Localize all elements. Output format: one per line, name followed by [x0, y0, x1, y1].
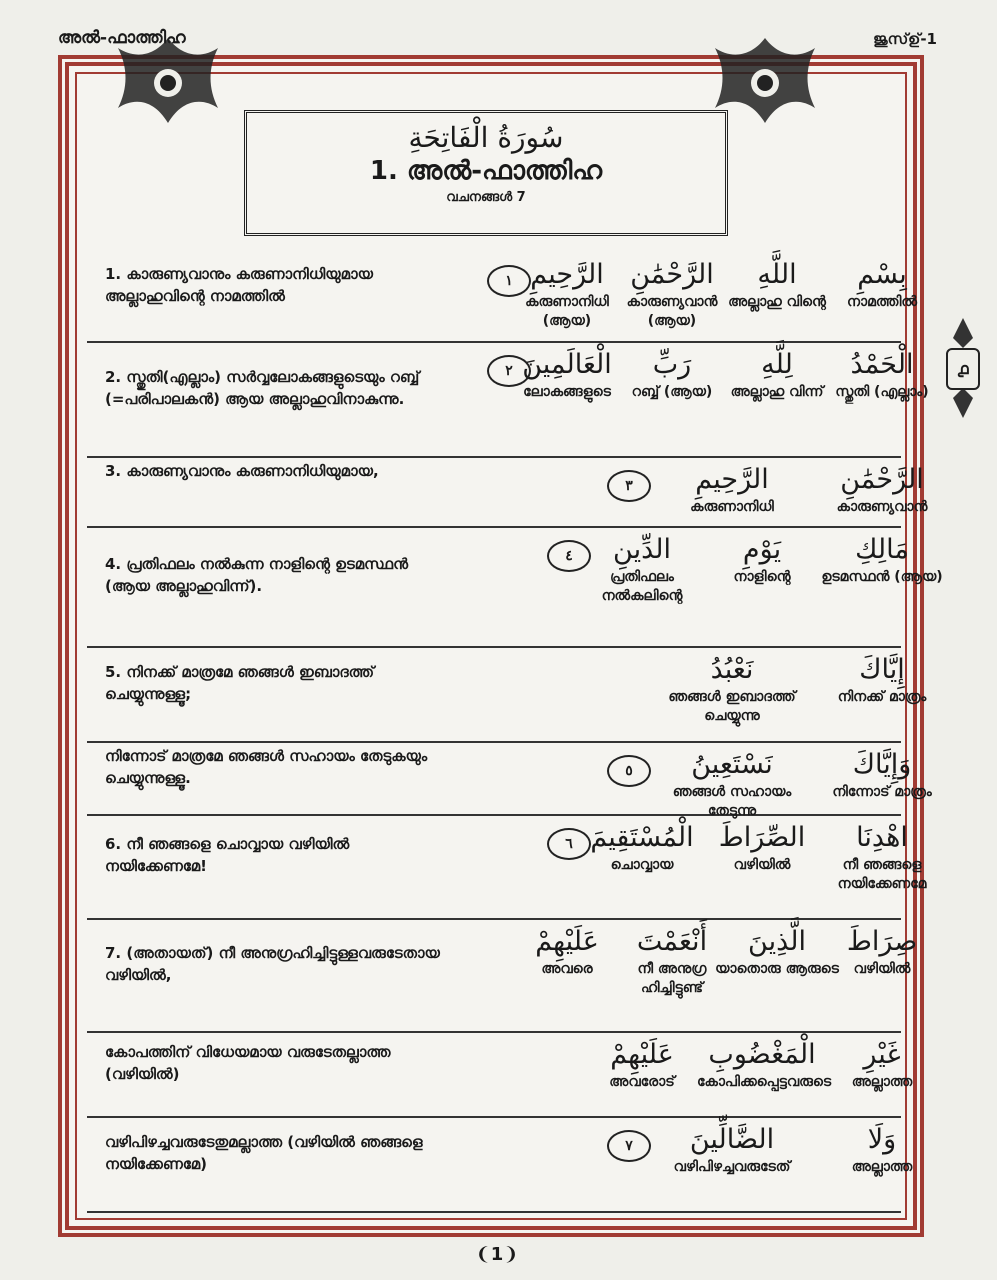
arabic-word: اللَّهِ [757, 259, 797, 290]
word-pair [667, 462, 797, 517]
word-pair [817, 652, 947, 707]
arabic-word: الْمُسْتَقِيمَ [590, 822, 694, 853]
page-frame [58, 55, 943, 1237]
translation-text: 5. നിനക്ക് മാത്രമേ ഞങ്ങൾ ഇബാദത്ത് ചെയ്യുന്നുള്ളൂ; [105, 662, 375, 703]
word-meaning: നാളിന്റെ [733, 569, 791, 585]
word-meaning: സ്തുതി (എല്ലാം) [835, 384, 929, 400]
word-pair [577, 1037, 707, 1092]
word-meaning: ഞങ്ങൾ സഹായം തേടുന്നു [672, 784, 792, 819]
translation-text: 4. പ്രതിഫലം നൽകുന്ന നാളിന്റെ ഉടമസ്ഥൻ (ആയ അല്ലാഹുവിന്ന്). [105, 555, 409, 595]
word-meaning: കരുണാനിധി [690, 499, 774, 515]
verse-row [87, 1116, 913, 1213]
header-ornament-right-icon [705, 28, 825, 148]
word-meaning: നിന്നോട് മാത്രം [832, 784, 932, 800]
word-meaning: പ്രതിഫലം നൽകലിന്റെ [601, 569, 683, 604]
arabic-word: نَعْبُدُ [710, 654, 754, 685]
arabic-word: رَبِّ [652, 349, 692, 380]
verse-row [87, 526, 943, 648]
word-meaning: അല്ലാഹു വിന്റെ [728, 294, 826, 310]
word-pair [667, 652, 797, 726]
surah-header [244, 110, 728, 236]
word-pair [502, 924, 632, 979]
arabic-word: نَسْتَعِينُ [691, 749, 773, 780]
word-meaning: ചൊവ്വായ [610, 857, 674, 873]
verse-number-marker: ٧ [607, 1130, 651, 1162]
word-pair [697, 820, 827, 875]
arabic-word: الرَّحِيمِ [530, 259, 604, 290]
word-meaning: നീ ഞങ്ങളെ നയിക്കേണമേ [837, 857, 927, 892]
word-pair [817, 820, 947, 894]
arabic-word: الصِّرَاطَ [718, 822, 806, 853]
word-pair [817, 462, 947, 517]
arabic-word: الْعَالَمِينَ [522, 349, 612, 380]
surah-title: 1. അൽ-ഫാത്തിഹ [369, 156, 603, 186]
verse-row [87, 918, 918, 1033]
arabic-word: الْحَمْدُ [850, 349, 914, 380]
running-header-left: അൽ-ഫാത്തിഹ [58, 28, 186, 48]
arabic-word: الضَّالِّينَ [689, 1124, 775, 1155]
arabic-word: غَيْرِ [863, 1039, 901, 1070]
arabic-word: الرَّحْمَٰنِ [840, 464, 924, 495]
arabic-word: وَإِيَّاكَ [852, 749, 912, 780]
word-pair [817, 747, 947, 802]
translation-text: വഴിപിഴച്ചവരുടേതുമല്ലാത്ത (വഴിയിൽ ഞങ്ങളെ നയിക്കേണമേ) [105, 1132, 423, 1173]
arabic-word: اهْدِنَا [856, 822, 908, 853]
arabic-word: أَنْعَمْتَ [636, 926, 708, 957]
arabic-word: الْمَغْضُوبِ [708, 1039, 816, 1070]
arabic-word: الدِّينِ [613, 534, 671, 565]
arabic-word: عَلَيْهِمْ [535, 926, 599, 957]
verse-number-marker: ٦ [547, 828, 591, 860]
word-meaning: ഞങ്ങൾ ഇബാദത്ത് ചെയ്യുന്നു [668, 689, 796, 724]
verse-number-marker: ٥ [607, 755, 651, 787]
verse-count: വചനങ്ങൾ 7 [446, 190, 526, 205]
verse-row [87, 814, 927, 920]
word-meaning: അല്ലാത്ത [851, 1159, 913, 1175]
word-pair [817, 1037, 947, 1092]
translation-text: 3. കാരുണ്യവാനും കരുണാനിധിയുമായ, [105, 462, 379, 480]
verse-row [87, 1031, 913, 1118]
word-meaning: അവരെ [541, 961, 593, 977]
verse-row [87, 341, 929, 458]
word-meaning: കോപിക്കപ്പെട്ടവരുടെ [697, 1074, 832, 1090]
word-pair [697, 1037, 832, 1092]
header-ornament-left-icon [108, 28, 228, 148]
translation-text: 6. നീ ഞങ്ങളെ ചൊവ്വായ വഴിയിൽ നയിക്കേണമേ! [105, 835, 350, 875]
word-meaning: നിനക്ക് മാത്രം [837, 689, 927, 705]
verse-number-marker: ٤ [547, 540, 591, 572]
word-pair [577, 532, 707, 606]
translation-text: 1. കാരുണ്യവാനും കരുണാനിധിയുമായ അല്ലാഹുവിന്റെ നാമത്തിൽ [105, 265, 373, 305]
verse-row [87, 251, 917, 343]
word-meaning: റബ്ബ് (ആയ) [631, 384, 713, 400]
side-tab-number: ൧ [946, 348, 980, 390]
surah-arabic-title: سُورَةُ الْفَاتِحَةِ [408, 121, 564, 154]
translation-text: നിന്നോട് മാത്രമേ ഞങ്ങൾ സഹായം തേടുകയും ചെയ്യുന്നുള്ളൂ. [105, 747, 428, 787]
word-meaning: അല്ലാഹു വിന്ന് [730, 384, 824, 400]
page-number-value: 1 [490, 1244, 504, 1265]
page-number: ❨1❩ [475, 1244, 519, 1265]
word-pair [817, 1122, 947, 1177]
verse-number-marker: ٢ [487, 355, 531, 387]
word-meaning: ഉടമസ്ഥൻ (ആയ) [821, 569, 943, 585]
arabic-word: الرَّحْمَٰنِ [630, 259, 714, 290]
arabic-word: بِسْمِ [857, 259, 907, 290]
word-meaning: നീ അനുഗ്ര ഹിച്ചിട്ടുണ്ട് [637, 961, 707, 996]
arabic-word: مَالِكِ [855, 534, 909, 565]
arabic-word: الَّذِينَ [748, 926, 806, 957]
verse-row [87, 456, 928, 528]
verse-number-marker: ٣ [607, 470, 651, 502]
word-pair [697, 532, 827, 587]
word-pair [667, 747, 797, 821]
arabic-word: صِرَاطَ [846, 926, 918, 957]
verse-row [87, 646, 927, 743]
arabic-word: عَلَيْهِمْ [610, 1039, 674, 1070]
verse-row [87, 741, 932, 819]
arabic-word: يَوْمِ [742, 534, 782, 565]
translation-text: 2. സ്തുതി(എല്ലാം) സർവ്വലോകങ്ങളുടെയും റബ്ബ് (=പരിപാലകൻ) ആയ അല്ലാഹുവിനാകുന്നു. [105, 367, 420, 408]
word-pair [667, 1122, 797, 1177]
word-pair [577, 820, 707, 875]
verse-number-marker: ١ [487, 265, 531, 297]
word-meaning: വഴിയിൽ [853, 961, 911, 977]
translation-text: കോപത്തിന് വിധേയമായ വരുടേതല്ലാത്ത (വഴിയിൽ) [105, 1042, 391, 1083]
word-meaning: വഴിപിഴച്ചവരുടേത് [673, 1159, 791, 1175]
word-meaning: ലോകങ്ങളുടെ [523, 384, 611, 400]
running-header-right: ജുസ്ഉ്-1 [873, 30, 937, 48]
word-meaning: കാരുണ്യവാൻ [836, 499, 928, 515]
word-meaning: വഴിയിൽ [733, 857, 791, 873]
word-meaning: യാതൊരു ആരുടെ [715, 961, 839, 977]
word-meaning: കാരുണ്യവാൻ (ആയ) [626, 294, 718, 329]
word-meaning: അല്ലാത്ത [851, 1074, 913, 1090]
arabic-word: إِيَّاكَ [859, 654, 905, 685]
arabic-word: الرَّحِيمِ [695, 464, 769, 495]
arabic-word: لِلَّهِ [761, 349, 793, 380]
word-pair [817, 532, 947, 587]
word-meaning: അവരോട് [609, 1074, 675, 1090]
word-meaning: നാമത്തിൽ [847, 294, 917, 310]
translation-text: 7. (അതായത്) നീ അനുഗ്രഹിച്ചിട്ടുള്ളവരുടേതായ വഴിയിൽ, [105, 943, 440, 984]
word-meaning: കരുണാനിധി (ആയ) [525, 294, 609, 329]
arabic-word: وَلَا [867, 1124, 897, 1155]
